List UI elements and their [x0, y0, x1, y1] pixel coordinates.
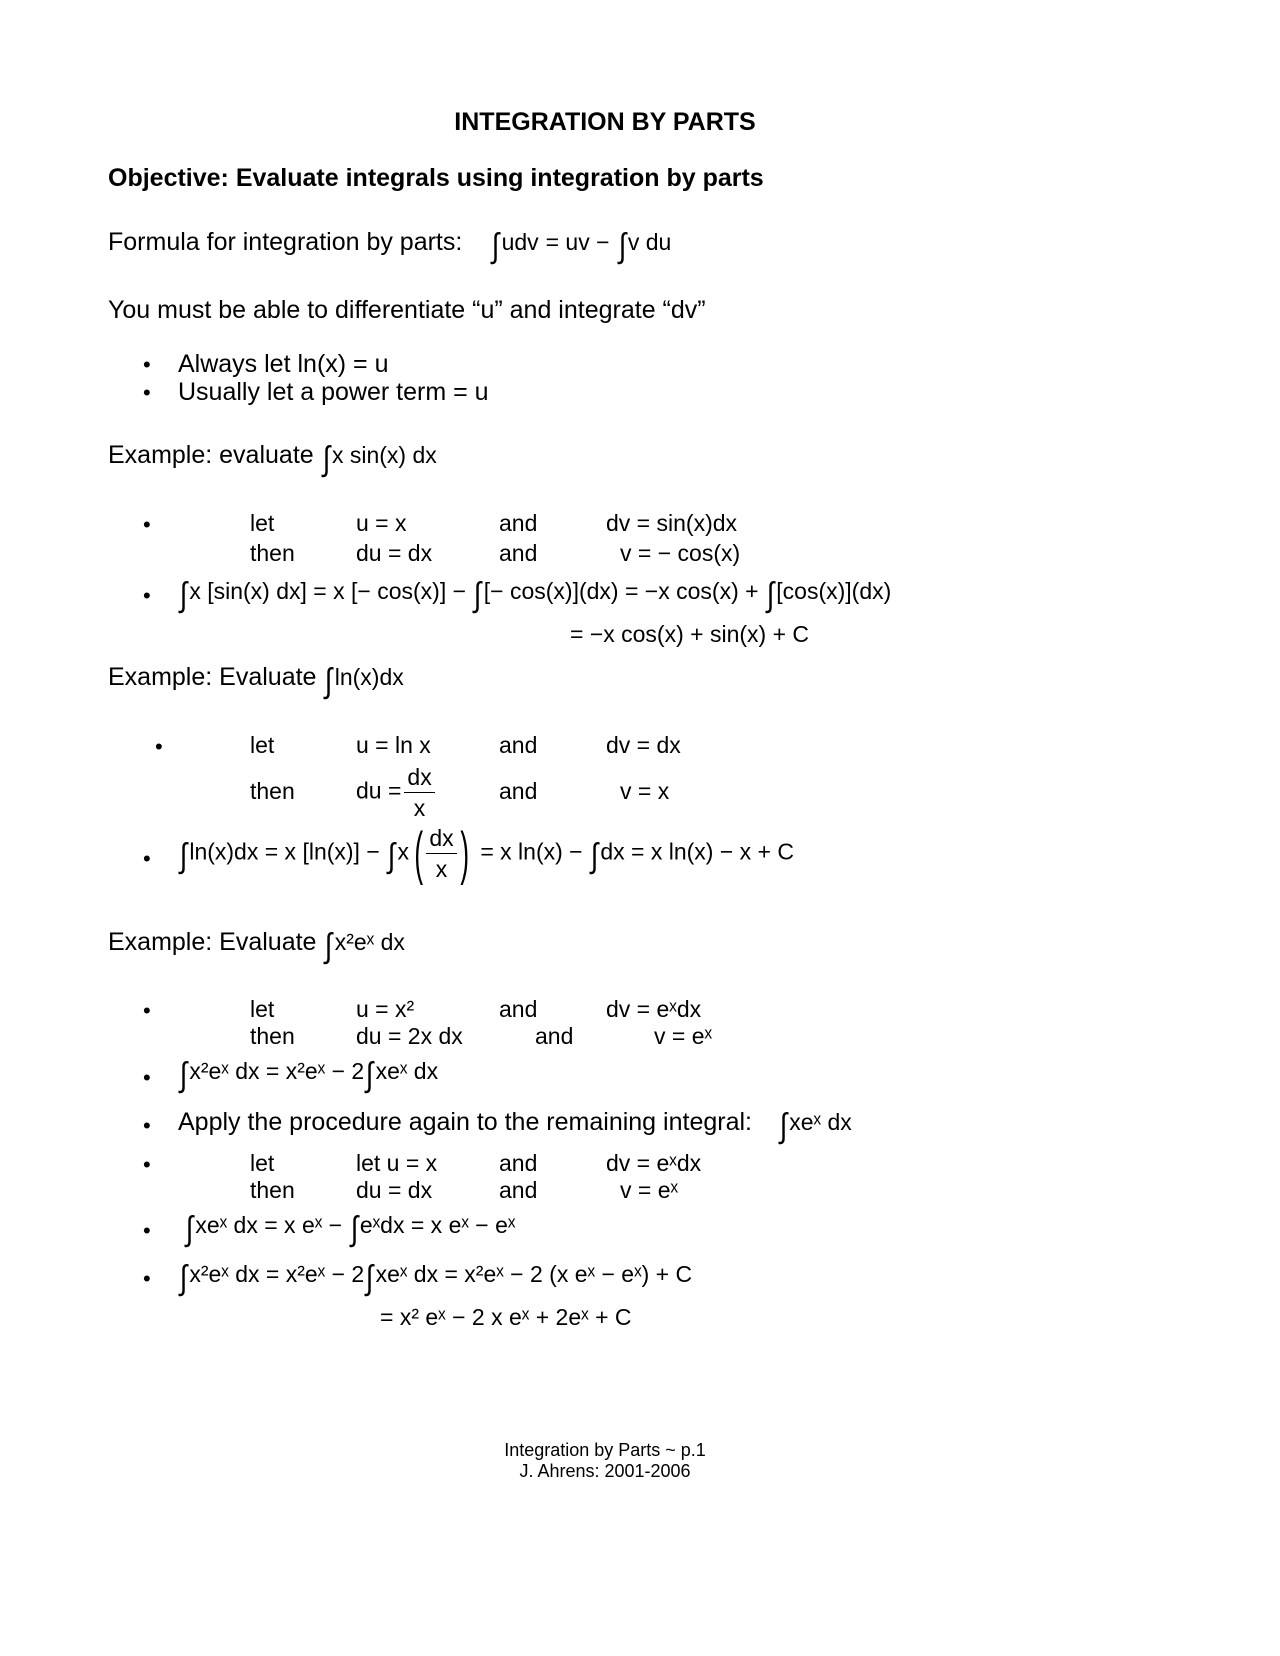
instruction-text: You must be able to differentiate “u” and integrate “dv”	[108, 296, 706, 324]
remaining-integrand: xeˣ dx	[789, 1109, 852, 1135]
integral-icon: ∫	[325, 927, 333, 965]
integral-icon: ∫	[322, 440, 331, 478]
integral-icon: ∫	[388, 836, 396, 875]
and-label: and	[535, 1023, 574, 1049]
bullet-icon: •	[143, 1266, 151, 1291]
integral-icon: ∫	[185, 1210, 194, 1248]
integral-icon: ∫	[474, 576, 482, 614]
equation-fraction	[426, 823, 456, 884]
bullet-icon: •	[143, 352, 151, 377]
formula-label: Formula for integration by parts:	[108, 228, 463, 256]
apply-procedure-line	[178, 1108, 852, 1143]
objective: Objective: Evaluate integrals using integration by parts	[108, 164, 764, 192]
right-paren-icon: )	[459, 820, 469, 886]
footer-author: J. Ahrens: 2001-2006	[519, 1461, 691, 1481]
example-label: Example: Evaluate	[108, 928, 317, 956]
integral-icon: ∫	[179, 836, 188, 875]
example-2-heading	[108, 663, 404, 698]
footer-page-label: Integration by Parts ~ p.1	[504, 1440, 706, 1460]
example-3-step-2	[184, 1212, 515, 1246]
then-label: then	[250, 1177, 295, 1203]
u-assignment: let u = x	[356, 1150, 438, 1176]
let-label: let	[250, 510, 275, 536]
integral-icon: ∫	[325, 662, 333, 700]
bullet-icon: •	[143, 380, 151, 405]
u-assignment: u = x	[356, 510, 407, 536]
du-assignment	[356, 762, 438, 823]
integral-icon: ∫	[618, 227, 626, 265]
du-assignment: du = dx	[356, 1177, 433, 1203]
formula-rhs: v du	[627, 229, 672, 255]
du-fraction	[404, 762, 434, 823]
example-integrand: ln(x)dx	[334, 664, 404, 690]
formula-lhs: udv	[501, 229, 539, 255]
rule-item: Usually let a power term = u	[178, 378, 489, 406]
fraction-numerator: dx	[404, 762, 434, 793]
and-label: and	[499, 1150, 538, 1176]
integral-icon: ∫	[492, 227, 500, 265]
u-assignment: u = x²	[356, 996, 415, 1022]
example-1-result: = −x cos(x) + sin(x) + C	[570, 621, 810, 647]
example-label: Example: evaluate	[108, 441, 314, 469]
equation-part: x [sin(x) dx] = x [− cos(x)] −	[189, 578, 467, 604]
bullet-icon: •	[143, 846, 151, 871]
example-integrand: x²eˣ dx	[334, 929, 405, 955]
example-integrand: x sin(x) dx	[331, 442, 437, 468]
integral-icon: ∫	[366, 1259, 374, 1297]
integral-icon: ∫	[366, 1056, 374, 1094]
then-label: then	[250, 540, 295, 566]
example-1-heading	[108, 441, 437, 476]
page-title: INTEGRATION BY PARTS	[454, 108, 756, 136]
example-2-equation	[178, 820, 794, 886]
bullet-icon: •	[155, 734, 163, 759]
integral-icon: ∫	[179, 1056, 188, 1094]
rule-item: Always let ln(x) = u	[178, 350, 389, 378]
v-assignment: v = x	[620, 778, 670, 804]
and-label: and	[499, 996, 538, 1022]
equation-part: dx = x ln(x) − x + C	[600, 838, 794, 865]
equation-part: eˣdx = x eˣ − eˣ	[359, 1212, 516, 1238]
equation-part: xeˣ dx = x²eˣ − 2 (x eˣ − eˣ) + C	[375, 1261, 693, 1287]
then-label: then	[250, 1023, 295, 1049]
integral-icon: ∫	[179, 576, 188, 614]
u-assignment: u = ln x	[356, 732, 431, 758]
example-3-final: = x² eˣ − 2 x eˣ + 2eˣ + C	[380, 1304, 632, 1330]
let-label: let	[250, 1150, 275, 1176]
then-label: then	[250, 778, 295, 804]
v-assignment: v = eˣ	[620, 1177, 679, 1203]
bullet-icon: •	[143, 1218, 151, 1243]
equation-part: ln(x)dx = x [ln(x)] −	[189, 838, 380, 865]
bullet-icon: •	[143, 1113, 151, 1138]
bullet-icon: •	[143, 998, 151, 1023]
equation-part: [cos(x)](dx)	[776, 578, 892, 604]
integral-icon: ∫	[779, 1107, 788, 1145]
and-label: and	[499, 778, 538, 804]
integral-icon: ∫	[766, 576, 775, 614]
and-label: and	[499, 510, 538, 536]
equation-part: x	[397, 838, 409, 865]
fraction-denominator: x	[413, 795, 426, 821]
and-label: and	[499, 732, 538, 758]
du-assignment: du = 2x dx	[356, 1023, 463, 1049]
du-assignment: du = dx	[356, 540, 433, 566]
and-label: and	[499, 540, 538, 566]
integral-icon: ∫	[179, 1259, 188, 1297]
bullet-icon: •	[143, 583, 151, 608]
example-label: Example: Evaluate	[108, 663, 317, 691]
equation-part: xeˣ dx	[375, 1058, 439, 1084]
let-label: let	[250, 732, 275, 758]
fraction-denominator: x	[435, 856, 448, 882]
equation-part: [− cos(x)](dx) = −x cos(x) +	[483, 578, 759, 604]
equation-part: = x ln(x) −	[480, 838, 583, 865]
example-3-step-1	[178, 1058, 438, 1092]
equation-part: x²eˣ dx = x²eˣ − 2	[189, 1058, 365, 1084]
v-assignment: v = − cos(x)	[620, 540, 741, 566]
equation-part: xeˣ dx = x eˣ −	[195, 1212, 343, 1238]
formula-line	[108, 228, 671, 263]
and-label: and	[499, 1177, 538, 1203]
bullet-icon: •	[143, 512, 151, 537]
example-3-step-3	[178, 1261, 692, 1295]
integral-icon: ∫	[350, 1210, 358, 1248]
example-1-equation	[178, 578, 891, 612]
let-label: let	[250, 996, 275, 1022]
formula-eq: = uv −	[545, 229, 610, 255]
apply-text: Apply the procedure again to the remaining integral:	[178, 1108, 752, 1136]
dv-assignment: dv = dx	[606, 732, 681, 758]
bullet-icon: •	[143, 1065, 151, 1090]
bullet-icon: •	[143, 1152, 151, 1177]
v-assignment: v = eˣ	[654, 1023, 713, 1049]
dv-assignment: dv = eˣdx	[606, 1150, 702, 1176]
dv-assignment: dv = sin(x)dx	[606, 510, 738, 536]
left-paren-icon: (	[414, 820, 423, 886]
dv-assignment: dv = eˣdx	[606, 996, 702, 1022]
fraction-numerator: dx	[426, 823, 456, 854]
du-prefix: du =	[356, 777, 402, 804]
integral-icon: ∫	[590, 836, 599, 875]
equation-part: x²eˣ dx = x²eˣ − 2	[189, 1261, 365, 1287]
example-3-heading	[108, 928, 405, 963]
